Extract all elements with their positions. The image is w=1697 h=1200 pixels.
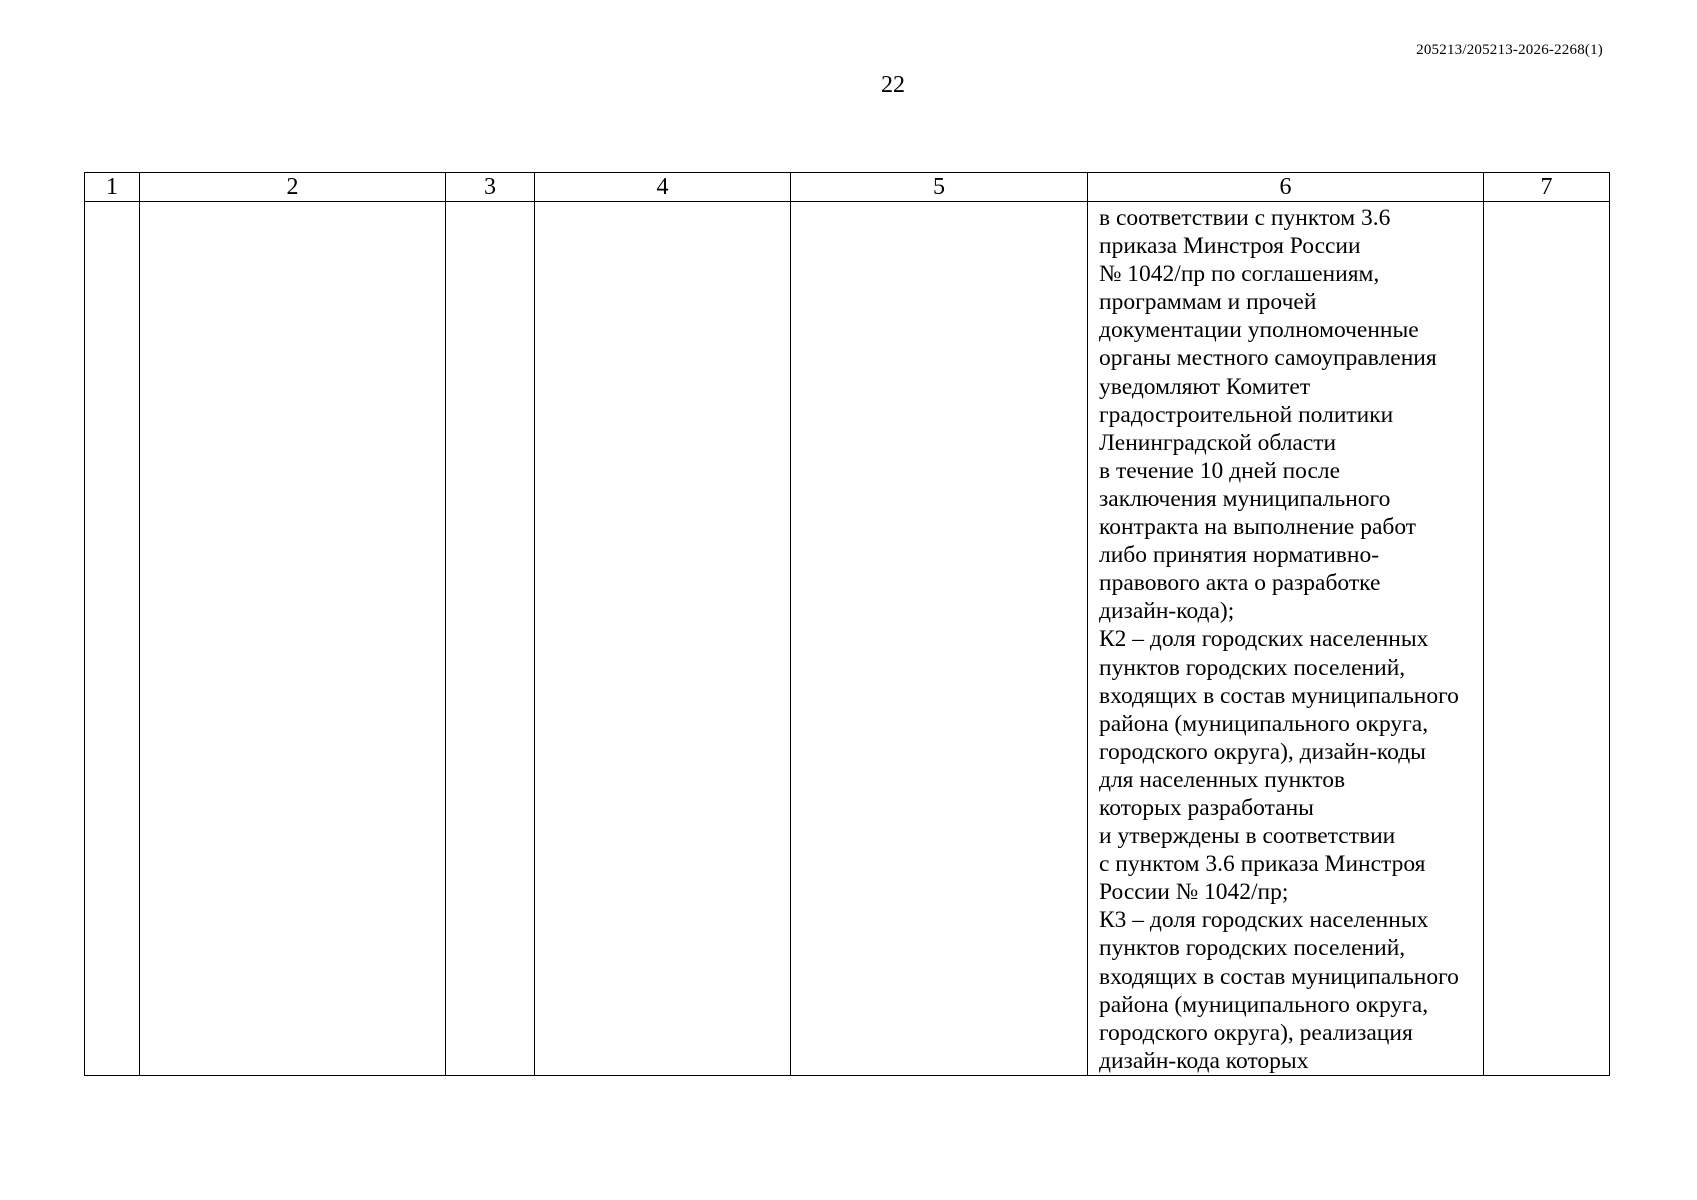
text-line: района (муниципального округа, (1099, 710, 1429, 737)
table-cell-col3 (446, 202, 535, 1076)
column-header-1: 1 (85, 173, 140, 202)
text-line: программам и прочей (1099, 289, 1317, 316)
table-cell-col1 (85, 202, 140, 1076)
table-cell-col6 (1088, 202, 1484, 1076)
table-row (85, 202, 1610, 1076)
text-line: органы местного самоуправления (1099, 345, 1437, 372)
text-line: входящих в состав муниципального (1099, 963, 1459, 990)
page-number: 22 (881, 72, 905, 98)
column-header-4: 4 (535, 173, 791, 202)
text-line: контракта на выполнение работ (1099, 514, 1417, 541)
text-line: которых разработаны (1099, 794, 1314, 821)
column-header-6: 6 (1088, 173, 1484, 202)
text-line: в течение 10 дней после (1099, 457, 1341, 484)
table-cell-col7 (1484, 202, 1610, 1076)
text-line: приказа Минстроя России (1099, 233, 1361, 260)
column-header-5: 5 (791, 173, 1088, 202)
text-line: района (муниципального округа, (1099, 991, 1429, 1018)
text-line: градостроительной политики (1099, 401, 1394, 428)
table-header-row (85, 173, 1610, 202)
text-line: с пунктом 3.6 приказа Минстроя (1099, 851, 1426, 878)
text-line: Ленинградской области (1099, 429, 1337, 456)
column-header-2: 2 (140, 173, 446, 202)
text-line: городского округа), дизайн-коды (1099, 738, 1426, 765)
column-header-3: 3 (446, 173, 535, 202)
text-line: городского округа), реализация (1099, 1019, 1413, 1046)
text-line: дизайн-кода); (1099, 598, 1235, 625)
document-id: 205213/205213-2026-2268(1) (1416, 42, 1603, 58)
text-line: правового акта о разработке (1099, 570, 1381, 597)
main-table (84, 172, 1610, 1076)
text-line: К3 – доля городских населенных (1099, 907, 1429, 934)
text-line: № 1042/пр по соглашениям, (1099, 261, 1380, 288)
table-cell-col4 (535, 202, 791, 1076)
text-line: для населенных пунктов (1099, 766, 1346, 793)
text-line: заключения муниципального (1099, 485, 1391, 512)
text-line: документации уполномоченные (1099, 317, 1419, 344)
text-line: пунктов городских поселений, (1099, 935, 1406, 962)
text-line: и утверждены в соответствии (1099, 823, 1396, 850)
text-line: России № 1042/пр; (1099, 879, 1289, 906)
text-line: входящих в состав муниципального (1099, 682, 1459, 709)
text-line: дизайн-кода которых (1099, 1047, 1309, 1074)
table-cell-col2 (140, 202, 446, 1076)
text-line: в соответствии с пунктом 3.6 (1099, 205, 1391, 231)
column-header-7: 7 (1484, 173, 1610, 202)
table-cell-col5 (791, 202, 1088, 1076)
text-line: К2 – доля городских населенных (1099, 626, 1429, 653)
cell-text-col6 (1088, 202, 1483, 1075)
text-line: уведомляют Комитет (1099, 373, 1311, 400)
text-line: пунктов городских поселений, (1099, 654, 1406, 681)
text-line: либо принятия нормативно- (1099, 542, 1380, 569)
